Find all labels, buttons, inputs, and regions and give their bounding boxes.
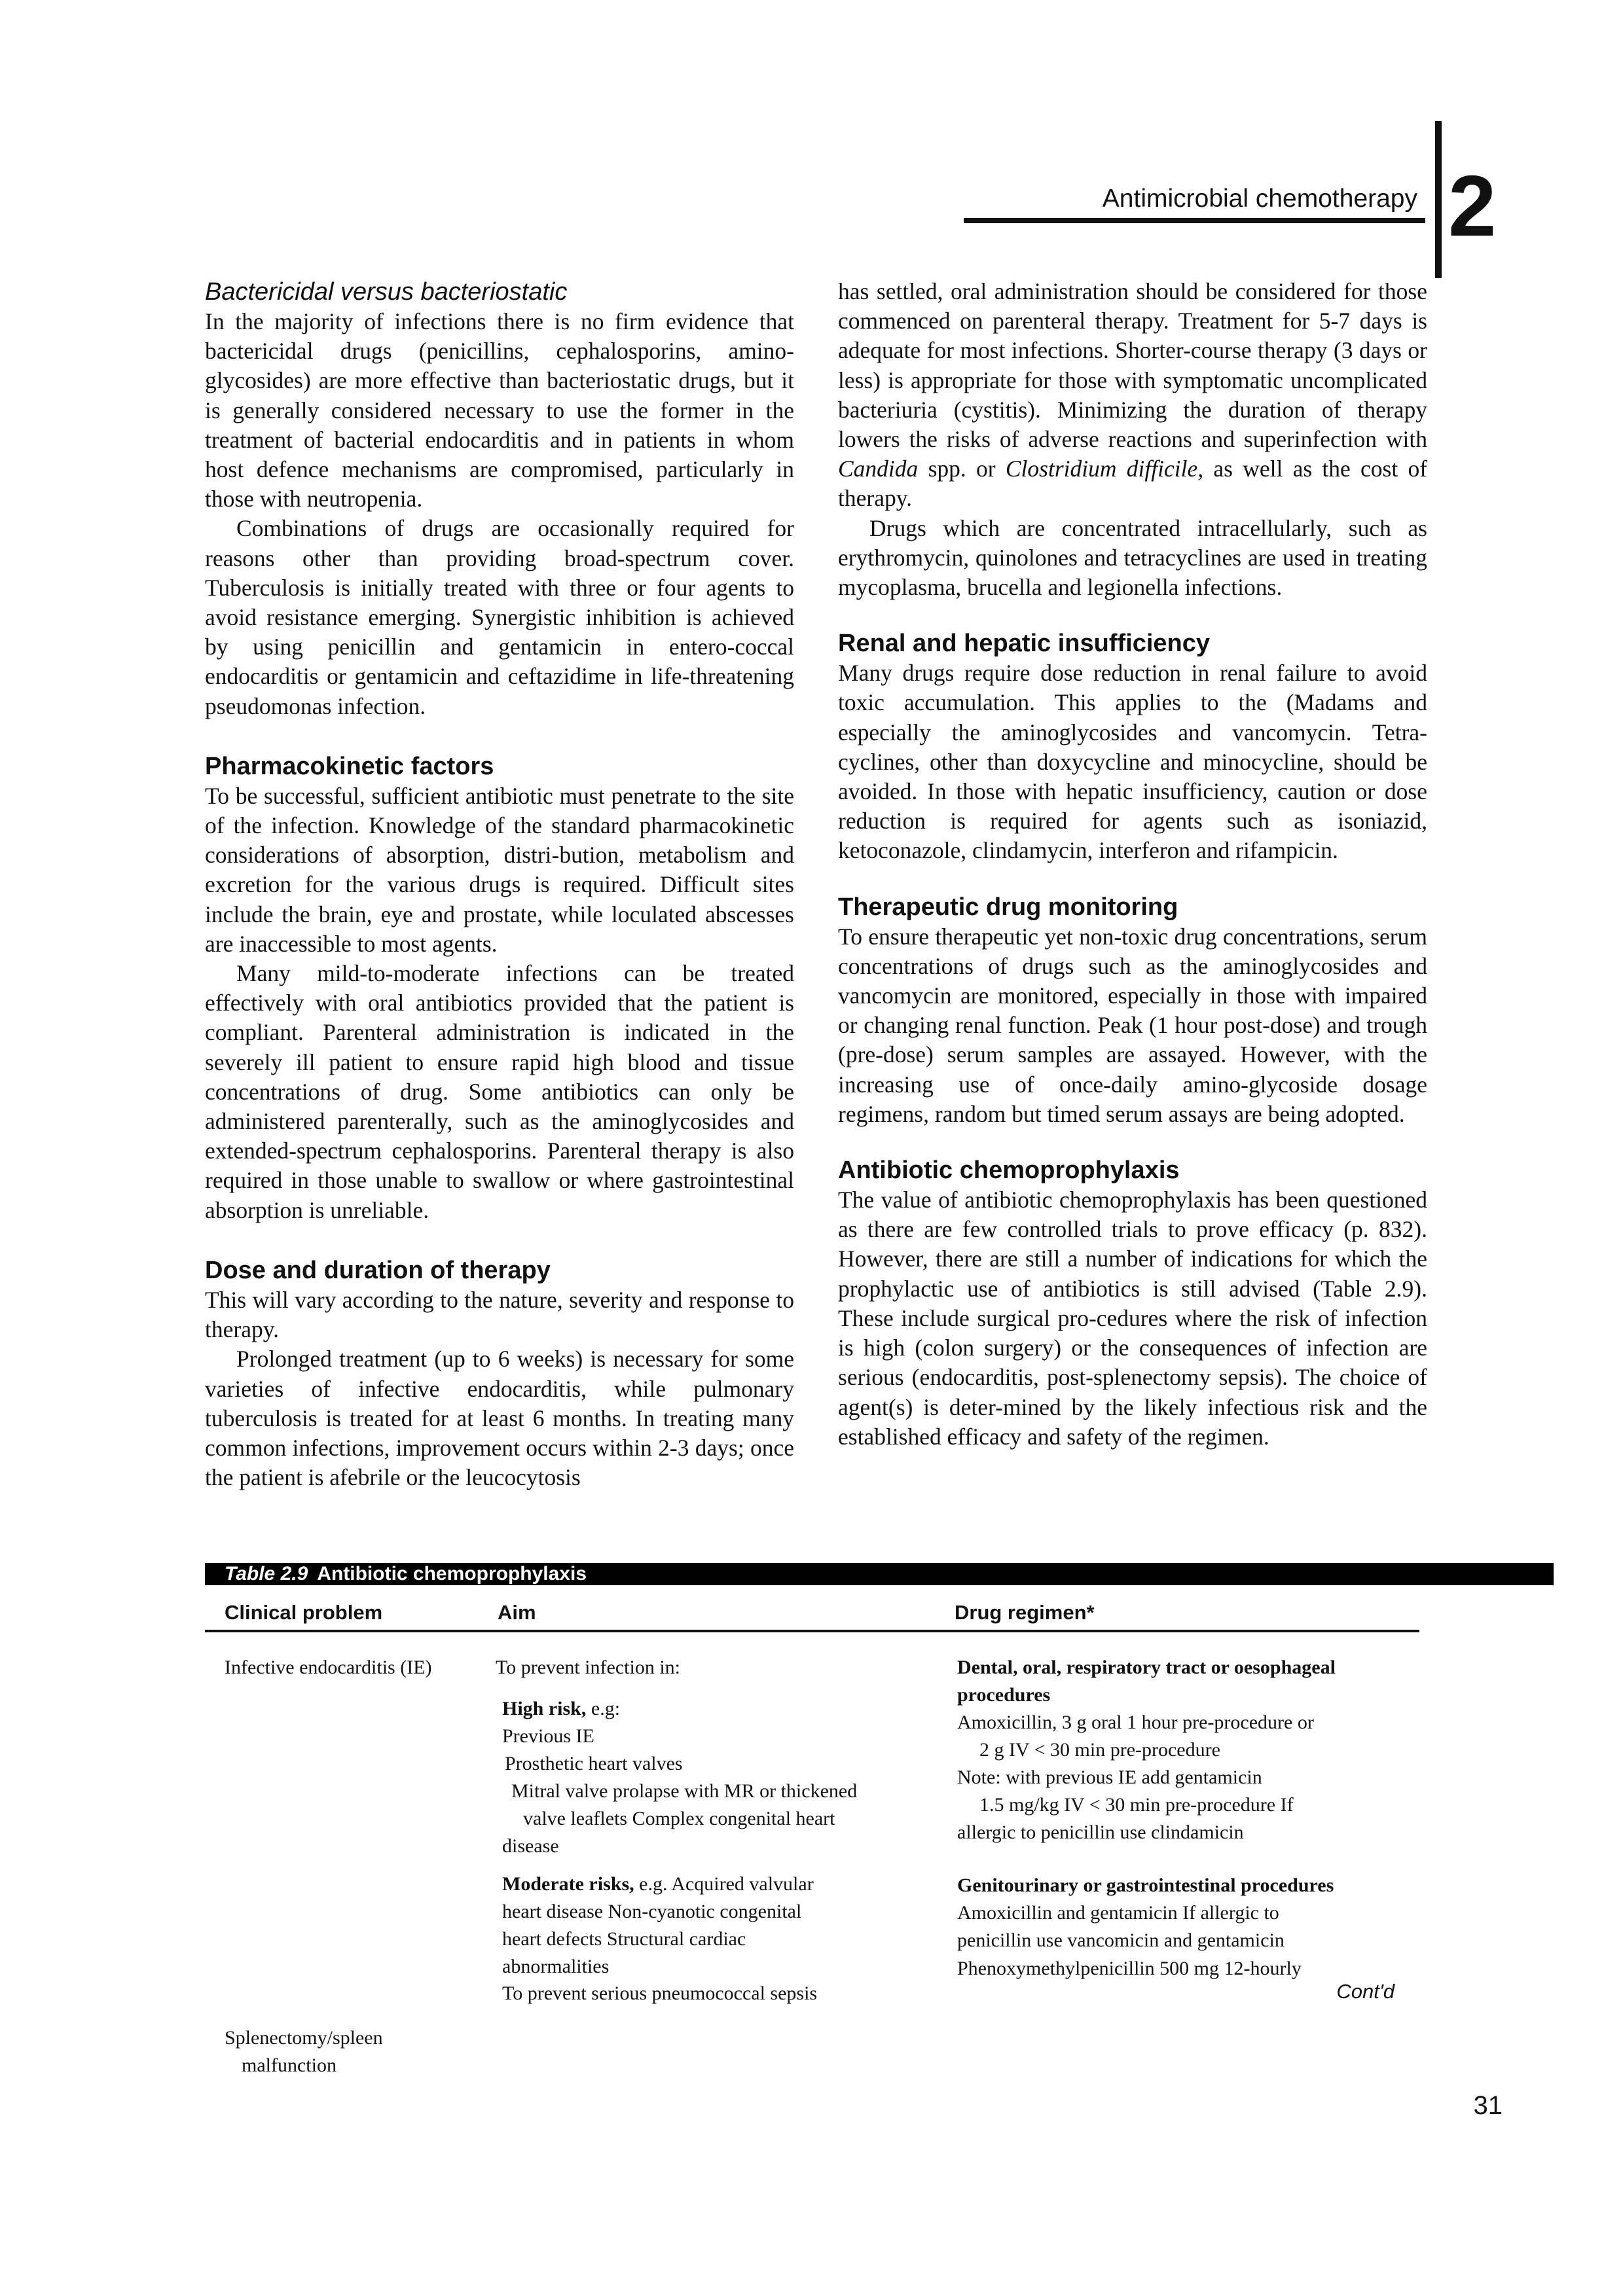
paragraph: Combinations of drugs are occasionally required for reasons other than providing broad-spectrum cover. Tuberculosis is initially treated with three or four agents to avoid resistance emerging. Synergistic inhibition is achieved by using penicillin and gentamicin in entero-coccal endocarditis or gentamicin and ceftazidime in life-threatening pseudomonas infection. bbox=[205, 515, 794, 719]
heading-bactericidal: Bactericidal versus bacteriostatic bbox=[205, 278, 568, 306]
chapter-number: 2 bbox=[1448, 158, 1497, 254]
page-number: 31 bbox=[1473, 2091, 1503, 2120]
table-header-row bbox=[205, 1585, 1554, 1630]
table-title-bar bbox=[205, 1563, 1554, 1585]
heading-pharmacokinetic: Pharmacokinetic factors bbox=[205, 752, 494, 780]
column-header-aim: Aim bbox=[498, 1601, 536, 1624]
paragraph: has settled, oral administration should be considered for those commenced on parenteral therapy. Treatment for 5-7 days is adequate for most infections. Shorter-course therapy (3 days or less) is appropriate for those with symptomatic uncomplicated bacteriuria (cystitis). Minimizing the duration of therapy lowers the risks of adverse reactions and superinfection with Candida spp. or Clostridium difficile, as well as the cost of therapy. bbox=[838, 278, 1428, 512]
header-rule bbox=[964, 218, 1425, 223]
table-continued: Cont'd bbox=[1336, 1980, 1395, 2003]
paragraph: To ensure therapeutic yet non-toxic drug concentrations, serum concentrations of drugs such as the aminoglycosides and vancomycin are monitored, especially in those with impaired or changing renal function. Peak (1 hour post-dose) and trough (pre-dose) serum samples are assayed. However, with the increasing use of once-daily amino-glycoside dosage regimens, random but timed serum assays are being adopted. bbox=[838, 923, 1427, 1127]
cell-aim-moderate-risk: Moderate risks, e.g. Acquired valvular heart disease Non-cyanotic congenital heart defects Structural cardiac abnormalities bbox=[502, 1873, 814, 1977]
cell-aim-high-risk: High risk, e.g: Previous IE Prosthetic heart valves Mitral valve prolapse with MR or thickened valve leaflets Complex congenital heart disease bbox=[502, 1698, 858, 1857]
paragraph: The value of antibiotic chemoprophylaxis has been questioned as there are few controlled trials to prove efficacy (p. 832). However, there are still a number of indications for which the prophylactic use of antibiotics is still advised (Table 2.9). These include surgical pro-cedures where the risk of infection is high (colon surgery) or the consequences of infection are serious (endocarditis, post-splenectomy sepsis). The choice of agent(s) is deter-mined by the likely infectious risk and the established efficacy and safety of the regimen. bbox=[838, 1187, 1427, 1450]
heading-drug-monitoring: Therapeutic drug monitoring bbox=[838, 893, 1178, 921]
heading-dose-duration: Dose and duration of therapy bbox=[205, 1256, 551, 1284]
cell-drug-gu: Genitourinary or gastrointestinal procedures Amoxicillin and gentamicin If allergic to penicillin use vancomicin and gentamicin bbox=[957, 1874, 1334, 1951]
table-header-rule bbox=[205, 1630, 1419, 1632]
left-column bbox=[205, 277, 794, 1492]
paragraph: Many drugs require dose reduction in renal failure to avoid toxic accumulation. This applies to the (Madams and especially the aminoglycosides and vancomycin. Tetra-cyclines, other than doxycycline and minocycline, should be avoided. In those with hepatic insufficiency, caution or dose reduction is required for agents such as isoniazid, ketoconazole, clindamycin, interferon and rifampicin. bbox=[838, 660, 1427, 864]
chapter-bar bbox=[1435, 121, 1442, 278]
cell-clinical-problem: Infective endocarditis (IE) bbox=[225, 1657, 432, 1678]
table-2-9 bbox=[205, 1563, 1554, 1630]
paragraph: This will vary according to the nature, severity and response to therapy. bbox=[205, 1286, 794, 1343]
right-column bbox=[838, 277, 1427, 1452]
cell-drug-dental: Dental, oral, respiratory tract or oesophageal procedures Amoxicillin, 3 g oral 1 hour pre-procedure or 2 g IV < 30 min pre-procedure Note: with previous IE add gentamicin 1.5 mg/kg IV < 30 min pre-procedure If allergic to penicillin use clindamicin bbox=[957, 1657, 1336, 1843]
table-number: Table 2.9 bbox=[225, 1563, 308, 1585]
cell-aim-splenectomy: To prevent serious pneumococcal sepsis bbox=[502, 1982, 818, 2004]
paragraph: In the majority of infections there is no firm evidence that bactericidal drugs (penicillins, cephalosporins, amino-glycosides) are more effective than bacteriostatic drugs, but it is generally considered necessary to use the former in the treatment of bacterial endocarditis and in patients in whom host defence mechanisms are compromised, particularly in those with neutropenia. bbox=[205, 308, 794, 512]
paragraph: Drugs which are concentrated intracellularly, such as erythromycin, quinolones and tetracyclines are used in treating mycoplasma, brucella and legionella infections. bbox=[838, 514, 1427, 601]
cell-aim: To prevent infection in: bbox=[496, 1657, 680, 1678]
running-header: Antimicrobial chemotherapy bbox=[1102, 185, 1417, 213]
paragraph: Prolonged treatment (up to 6 weeks) is necessary for some varieties of infective endocarditis, while pulmonary tuberculosis is treated for at least 6 months. In treating many common infections, improvement occurs within 2-3 days; once the patient is afebrile or the leucocytosis bbox=[205, 1346, 794, 1491]
column-header-clinical-problem: Clinical problem bbox=[225, 1601, 383, 1624]
column-header-drug-regimen: Drug regimen* bbox=[955, 1601, 1095, 1624]
paragraph: To be successful, sufficient antibiotic must penetrate to the site of the infection. Knowledge of the standard pharmacokinetic considerations of absorption, distri-bution, metabolism and excretion for the various drugs is required. Difficult sites include the brain, eye and prostate, while loculated abscesses are inaccessible to most agents. bbox=[205, 782, 794, 957]
heading-renal-hepatic: Renal and hepatic insufficiency bbox=[838, 630, 1211, 658]
table-title: Antibiotic chemoprophylaxis bbox=[317, 1563, 587, 1585]
heading-chemoprophylaxis: Antibiotic chemoprophylaxis bbox=[838, 1157, 1180, 1185]
cell-clinical-problem-splenectomy: Splenectomy/spleen malfunction bbox=[225, 2027, 383, 2076]
paragraph: Many mild-to-moderate infections can be treated effectively with oral antibiotics provided that the patient is compliant. Parenteral administration is indicated in the severely ill patient to ensure rapid high blood and tissue concentrations of drug. Some antibiotics can only be administered parenterally, such as the aminoglycosides and extended-spectrum cephalosporins. Parenteral therapy is also required in those unable to swallow or where gastrointestinal absorption is unreliable. bbox=[205, 960, 794, 1223]
cell-drug-splenectomy: Phenoxymethylpenicillin 500 mg 12-hourly bbox=[957, 1958, 1302, 1979]
